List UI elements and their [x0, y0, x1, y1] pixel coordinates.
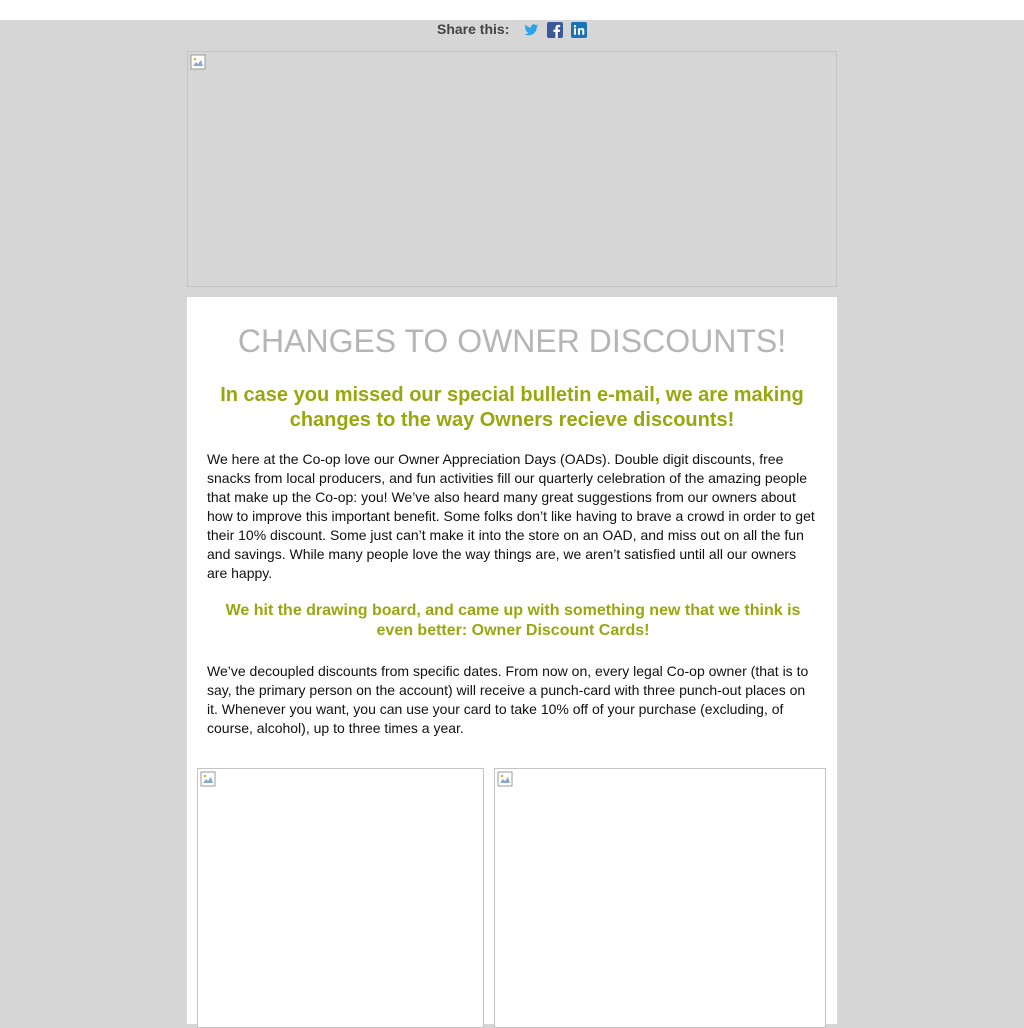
- hero-image-placeholder: [187, 51, 837, 287]
- article-subheading: In case you missed our special bulletin e-mail, we are making changes to the way Owners recieve discounts!: [220, 384, 804, 431]
- linkedin-icon[interactable]: [571, 22, 587, 38]
- discount-card-image-right: [494, 768, 826, 1028]
- broken-image-icon: [190, 54, 206, 70]
- twitter-icon[interactable]: [523, 22, 539, 38]
- discount-card-image-left: [197, 768, 484, 1028]
- broken-image-icon: [497, 771, 513, 787]
- facebook-icon[interactable]: [547, 22, 563, 38]
- article-paragraph: We here at the Co-op love our Owner Appreciation Days (OADs). Double digit discounts, free snacks from local producers, and fun activities fill our quarterly celebration of the amazing people that make up the Co-op: you! We’ve also heard many great suggestions from our owners about how to improve this important benefit. Some folks don’t like having to brave a crowd in order to get their 10% discount. Some just can’t make it into the store on an OAD, and miss out on all the fun and savings. While many people love the way things are, we aren’t satisfied until all our owners are happy.: [207, 451, 815, 581]
- broken-image-icon: [200, 771, 216, 787]
- article-paragraph-2: We’ve decoupled discounts from specific dates. From now on, every legal Co-op owner (that is to say, the primary person on the account) will receive a punch-card with three punch-out places on it. Whenever you want, you can use your card to take 10% off of your purchase (excluding, of course, alcohol), up to three times a year.: [207, 663, 809, 736]
- top-strip: [0, 0, 1024, 20]
- share-label: Share this:: [437, 21, 510, 37]
- page-title: CHANGES TO OWNER DISCOUNTS!: [237, 323, 787, 359]
- article-card: [187, 297, 837, 1024]
- article-subheading-2: We hit the drawing board, and came up with something new that we think is even better: Owner Discount Cards!: [225, 602, 801, 639]
- share-bar: [0, 20, 1024, 40]
